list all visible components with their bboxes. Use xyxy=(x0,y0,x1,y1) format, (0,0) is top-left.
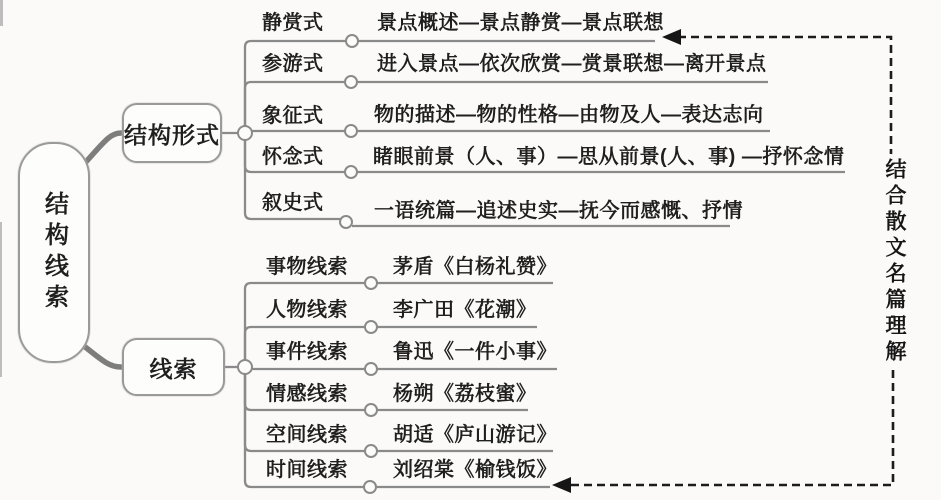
junction-dot xyxy=(238,360,252,374)
child-detail: 鲁迅《一件小事》 xyxy=(393,341,557,363)
junction-dot xyxy=(346,35,358,47)
junction-dot xyxy=(365,277,377,289)
child-label: 人物线索 xyxy=(266,299,348,321)
dashed-arrow-bottom xyxy=(568,370,893,485)
arrow-left-icon xyxy=(662,29,681,45)
junction-dot xyxy=(340,216,352,228)
arrow-heads xyxy=(552,29,681,493)
child-detail: 进入景点—依次欣赏—赏景联想—离开景点 xyxy=(377,53,767,75)
child-label: 事件线索 xyxy=(266,341,348,363)
child-detail: 景点概述—景点静赏—景点联想 xyxy=(377,12,664,34)
branch-node-label: 结构形式 xyxy=(124,121,220,148)
child-label: 空间线索 xyxy=(266,424,348,446)
root-node-label: 结构线索 xyxy=(40,190,68,315)
junction-dot xyxy=(365,321,377,333)
branch-node-structure-form xyxy=(122,103,222,163)
child-detail: 物的描述—物的性格—由物及人—表达志向 xyxy=(374,104,764,126)
junction-dot xyxy=(365,404,377,416)
root-node xyxy=(18,142,90,363)
child-detail: 睹眼前景（人、事）—思从前景(人、事) —抒怀念情 xyxy=(373,146,845,168)
child-label: 象征式 xyxy=(262,105,324,127)
child-label: 叙史式 xyxy=(262,192,324,214)
junction-dot xyxy=(345,76,357,88)
branch-node-clue xyxy=(122,338,225,396)
junction-dot xyxy=(365,363,377,375)
junction-dot xyxy=(238,126,252,140)
junction-dot xyxy=(345,125,357,137)
child-detail: 李广田《花潮》 xyxy=(393,299,537,321)
child-label: 参游式 xyxy=(262,53,324,75)
branch-node-label: 线索 xyxy=(149,355,198,382)
child-label: 事物线索 xyxy=(266,256,348,278)
junction-dot xyxy=(365,445,377,457)
scan-artifact-corner xyxy=(0,0,3,26)
child-label: 怀念式 xyxy=(262,146,324,168)
child-label: 情感线索 xyxy=(266,383,348,405)
child-detail: 刘绍棠《榆钱饭》 xyxy=(393,459,557,481)
child-detail: 一语统篇—追述史实—抚今而感慨、抒情 xyxy=(374,200,743,222)
child-detail: 胡适《庐山游记》 xyxy=(393,424,557,446)
scan-artifact-line xyxy=(0,222,2,377)
child-label: 静赏式 xyxy=(262,12,324,34)
child-label: 时间线索 xyxy=(266,459,348,481)
side-note: 结合散文名篇理解 xyxy=(883,158,906,366)
child-detail: 杨朔《荔枝蜜》 xyxy=(393,383,537,405)
junction-dot xyxy=(345,166,357,178)
child-detail: 茅盾《白杨礼赞》 xyxy=(393,256,557,278)
junction-dot xyxy=(364,481,376,493)
